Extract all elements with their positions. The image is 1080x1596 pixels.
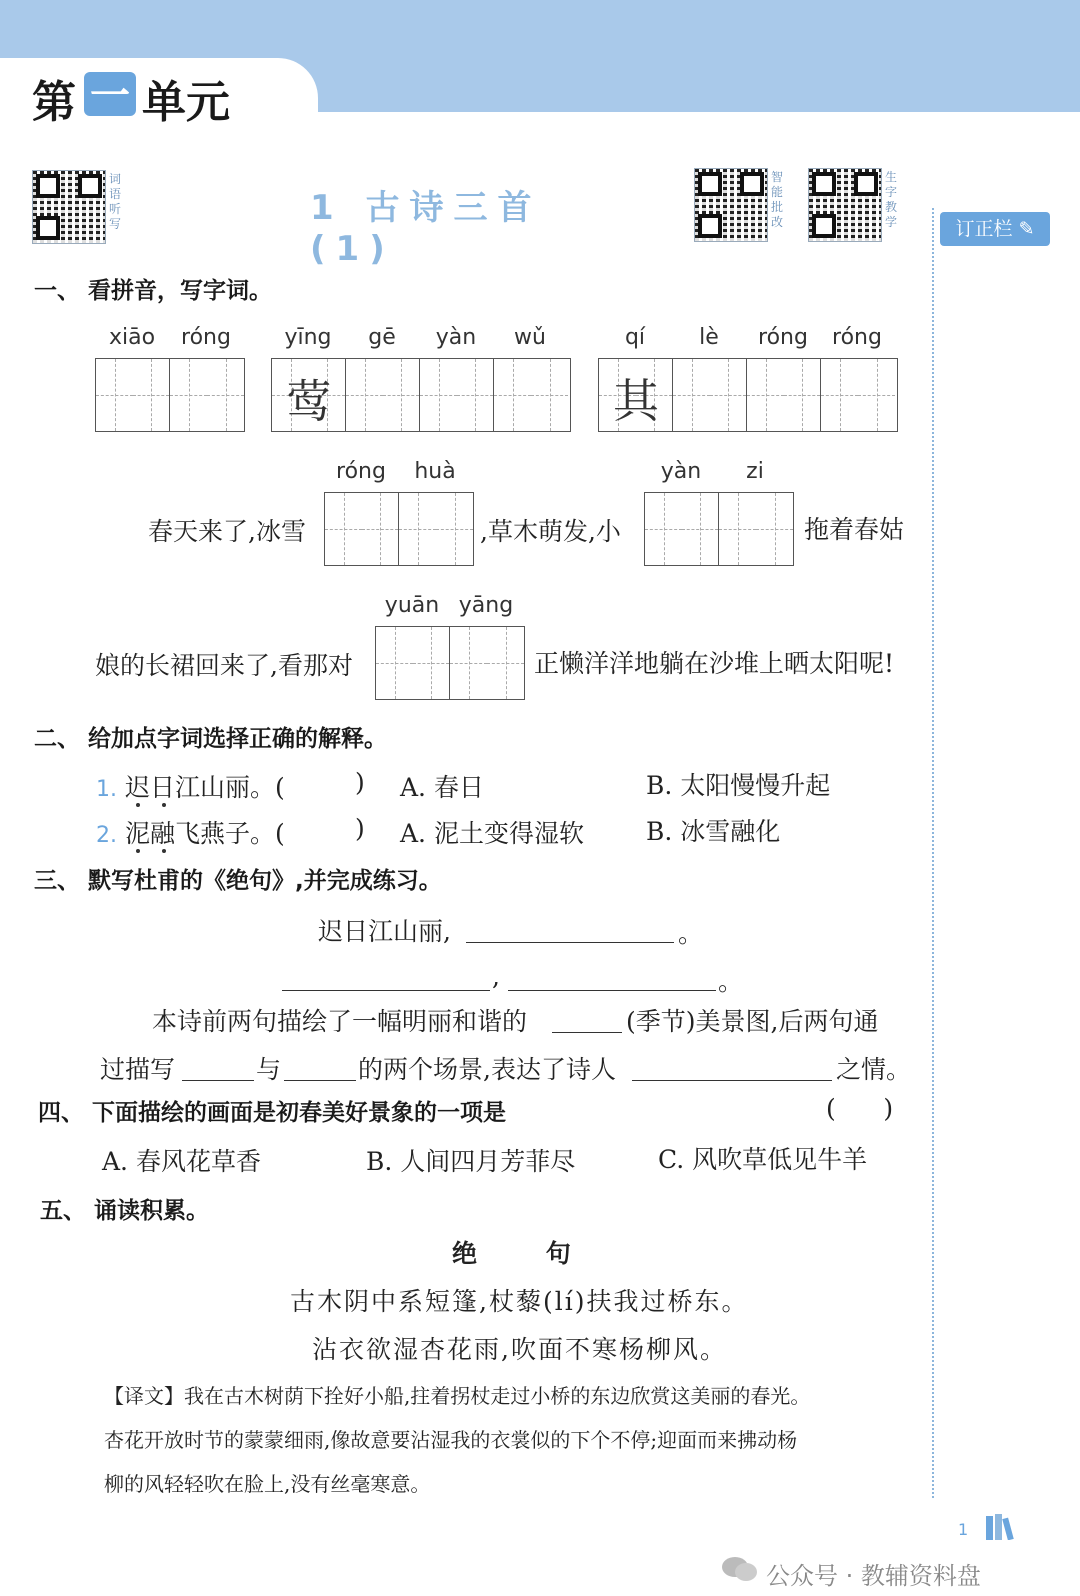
writing-grid-qilerongrong[interactable]	[598, 358, 898, 432]
pinyin: wǔ	[514, 325, 546, 350]
pinyin: yàn	[435, 325, 477, 350]
qr-code-characters[interactable]	[808, 168, 882, 242]
option-a[interactable]: A. 泥土变得湿软	[400, 819, 584, 848]
writing-grid-yanzi[interactable]	[644, 492, 794, 566]
option-a[interactable]: A. 春日	[400, 773, 484, 802]
emphasis-dot	[162, 803, 166, 807]
writing-grid-yuanyang[interactable]	[375, 626, 525, 700]
writing-grid-ronghua[interactable]	[324, 492, 474, 566]
q3-text: 本诗前两句描绘了一幅明丽和谐的	[152, 1007, 528, 1036]
poem-line: 古木阴中系短篷,杖藜(lí)扶我过桥东。	[290, 1287, 749, 1316]
q3-text: 的两个场景,表达了诗人	[358, 1055, 616, 1084]
q4-heading: 四、 下面描绘的画面是初春美好景象的一项是	[38, 1100, 507, 1126]
punctuation: ,	[492, 962, 500, 991]
unit-label-prefix: 第	[32, 77, 76, 128]
lesson-title: 1 古诗三首(1)	[310, 188, 542, 269]
qr-tag-grading: 智能批改	[770, 170, 783, 229]
punctuation: 。	[678, 919, 704, 948]
emphasis-dot	[136, 803, 140, 807]
option-a[interactable]: A. 春风花草香	[102, 1147, 261, 1176]
sentence-text: 拖着春姑	[804, 515, 905, 544]
pinyin: róng	[758, 325, 808, 350]
poem-title: 绝 句	[452, 1239, 601, 1268]
answer-paren-close[interactable]: )	[355, 814, 365, 843]
q3-text: 与	[256, 1055, 282, 1084]
blank-line[interactable]	[508, 960, 716, 991]
answer-paren[interactable]: ( )	[826, 1094, 894, 1123]
writing-grid-yinggeyanwu[interactable]	[271, 358, 571, 432]
blank-line[interactable]	[466, 912, 674, 943]
pinyin: róng	[336, 459, 386, 484]
wechat-icon	[720, 1554, 760, 1584]
qr-tag-characters: 生字教学	[884, 170, 897, 229]
punctuation: 。	[718, 967, 744, 996]
q2-heading: 二、 给加点字词选择正确的解释。	[34, 726, 388, 752]
sentence-text: ,草木萌发,小	[480, 517, 621, 546]
q1-heading: 一、 看拼音，写字词。	[34, 278, 273, 304]
q2-item-1	[96, 768, 285, 804]
given-character: 莺	[286, 374, 332, 428]
option-b[interactable]: B. 人间四月芳菲尽	[366, 1147, 576, 1176]
unit-number: 一	[90, 73, 130, 119]
pinyin: yàn	[660, 459, 702, 484]
q3-text: (季节)美景图,后两句通	[626, 1007, 879, 1036]
unit-label-suffix: 单元	[142, 77, 230, 128]
option-b[interactable]: B. 太阳慢慢升起	[646, 771, 831, 800]
writing-grid-xiaorong[interactable]	[95, 358, 245, 432]
blank-scene-1[interactable]	[182, 1050, 254, 1081]
page-number: 1	[958, 1520, 969, 1539]
blank-scene-2[interactable]	[284, 1050, 356, 1081]
pinyin: róng	[832, 325, 882, 350]
translation-line: 柳的风轻轻吹在脸上,没有丝毫寒意。	[104, 1472, 431, 1496]
correction-label-text: 订正栏	[955, 218, 1013, 240]
pinyin: yuān	[384, 593, 440, 618]
pinyin: xiāo	[108, 325, 156, 350]
pinyin: huà	[414, 459, 456, 484]
item-number: 2.	[96, 823, 117, 848]
q3-text: 过描写	[100, 1055, 176, 1084]
poem-line: 沾衣欲湿杏花雨,吹面不寒杨柳风。	[312, 1335, 727, 1364]
q3-text: 之情。	[836, 1055, 912, 1084]
item-number: 1.	[96, 777, 117, 802]
pinyin: yīng	[284, 325, 332, 350]
given-character: 其	[613, 374, 659, 428]
qr-tag-dictation: 词语听写	[108, 172, 121, 231]
item-text: 泥融飞燕子。(	[124, 819, 285, 848]
qr-code-dictation[interactable]	[32, 170, 106, 244]
pinyin: gē	[368, 325, 396, 350]
answer-paren-close[interactable]: )	[355, 768, 365, 797]
pinyin: zi	[746, 459, 764, 484]
correction-divider	[932, 208, 934, 1498]
blank-feeling[interactable]	[632, 1050, 832, 1081]
poem-line-given: 迟日江山丽,	[318, 917, 451, 946]
q2-item-2	[96, 814, 285, 850]
q5-heading: 五、 诵读积累。	[40, 1198, 210, 1224]
sentence-text: 正懒洋洋地躺在沙堆上晒太阳呢!	[534, 649, 895, 678]
q3-heading: 三、 默写杜甫的《绝句》,并完成练习。	[34, 868, 442, 894]
translation-line: 【译文】我在古木树荫下拴好小船,拄着拐杖走过小桥的东边欣赏这美丽的春光。	[104, 1384, 811, 1408]
emphasis-dot	[136, 849, 140, 853]
correction-column-label	[940, 212, 1050, 246]
sentence-text: 娘的长裙回来了,看那对	[95, 651, 353, 680]
option-b[interactable]: B. 冰雪融化	[646, 817, 781, 846]
pinyin: yāng	[458, 593, 514, 618]
pencil-icon: ✎	[1018, 218, 1035, 240]
sentence-text: 春天来了,冰雪	[148, 517, 306, 546]
blank-season[interactable]	[552, 1002, 622, 1033]
pinyin: lè	[699, 325, 719, 350]
blank-line[interactable]	[282, 960, 490, 991]
books-icon	[984, 1512, 1024, 1540]
emphasis-dot	[162, 849, 166, 853]
pinyin: qí	[624, 325, 646, 350]
option-c[interactable]: C. 风吹草低见牛羊	[658, 1145, 868, 1174]
pinyin: róng	[181, 325, 231, 350]
translation-line: 杏花开放时节的蒙蒙细雨,像故意要沾湿我的衣裳似的下个不停;迎面而来拂动杨	[104, 1428, 798, 1452]
watermark: 公众号 · 教辅资料盘	[766, 1562, 981, 1590]
item-text: 迟日江山丽。(	[124, 773, 285, 802]
qr-code-grading[interactable]	[694, 168, 768, 242]
